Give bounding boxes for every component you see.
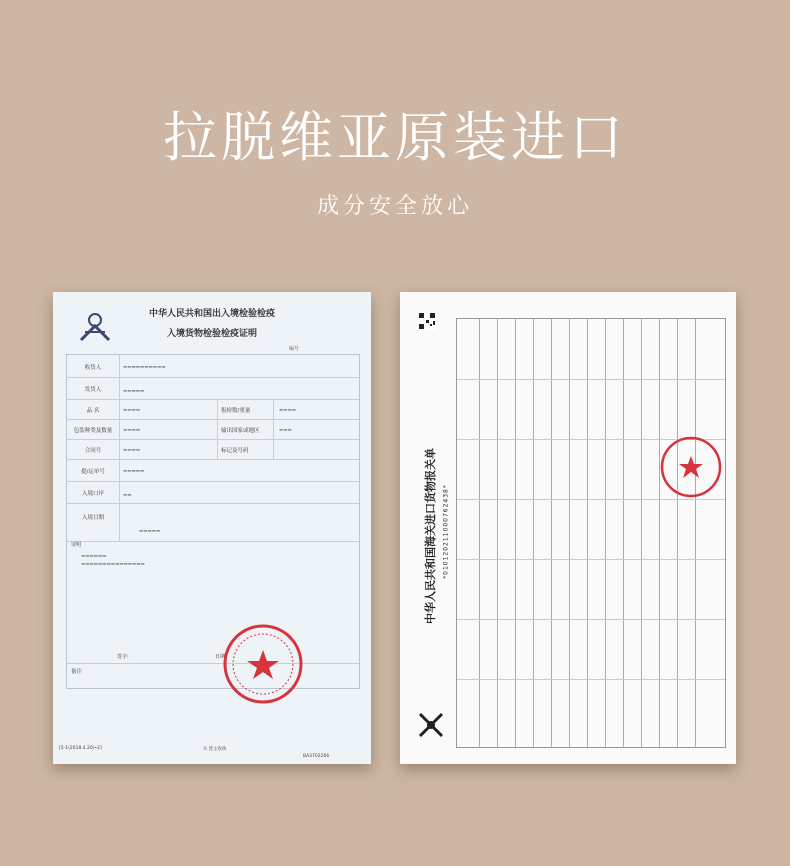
table-divider (457, 619, 725, 620)
row-label-secondary: 标记及号码 (221, 448, 249, 454)
customs-seal-icon (658, 434, 724, 500)
table-row (67, 355, 359, 378)
table-divider (587, 319, 588, 747)
customs-declaration-image (400, 292, 736, 764)
table-row (67, 459, 359, 482)
table-row (67, 377, 359, 400)
row-label-secondary: 输出国家或地区 (221, 428, 260, 434)
form-code: [5-1(2018.4.20)•2] (59, 746, 102, 751)
row-value-blurred: ▬▬▬▬ (123, 428, 141, 433)
table-divider (659, 319, 660, 747)
official-seal-icon (221, 622, 305, 706)
page-title: 拉脱维亚原装进口 (163, 106, 627, 169)
row-value-blurred: ▬▬▬▬▬▬▬▬▬▬ (123, 365, 166, 370)
date-label: 日期: (215, 654, 227, 660)
table-divider (641, 319, 642, 747)
copy-note: ① 货主收执 (203, 747, 227, 752)
signature-label: 签字: (117, 654, 129, 660)
table-divider (457, 679, 725, 680)
row-value-blurred: ▬▬▬▬▬ (139, 529, 161, 534)
certificate-number-label: 编号 (289, 346, 300, 352)
table-row (67, 419, 359, 440)
certificate-subtitle: 入境货物检验检疫证明 (166, 329, 257, 339)
certificate-table (66, 354, 360, 689)
row-label: 收货人 (84, 365, 102, 371)
row-label-secondary: 报检数/重量 (221, 408, 251, 414)
row-label: 品 名 (86, 408, 100, 414)
table-divider (605, 319, 606, 747)
inspection-certificate-image (53, 292, 371, 764)
row-label: 包装种类及数量 (73, 428, 113, 434)
table-row (67, 399, 359, 420)
table-divider (551, 319, 552, 747)
row-label: 入境日期 (81, 515, 104, 521)
row-value-blurred: ▬▬ (123, 493, 132, 498)
table-divider (569, 319, 570, 747)
customs-form-table (456, 318, 726, 748)
customs-form-title: 中华人民共和国海关进口货物报关单 (424, 448, 437, 624)
row-value-blurred: ▬▬▬▬ (123, 448, 141, 453)
table-divider (533, 319, 534, 747)
notes-label: 备注 (71, 669, 83, 675)
table-row (67, 439, 359, 460)
table-divider (677, 319, 678, 747)
table-divider (515, 319, 516, 747)
customs-form-code: *010120211000762438* (442, 484, 450, 579)
remarks-label: 证明 (71, 542, 82, 548)
remarks-text-blurred: ▬▬▬▬▬▬ ▬▬▬▬▬▬▬▬▬▬▬▬▬▬▬ (81, 554, 145, 567)
table-divider (67, 663, 359, 664)
table-divider (497, 319, 498, 747)
table-row (67, 481, 359, 504)
table-divider (457, 379, 725, 380)
row-value-blurred: ▬▬▬▬▬ (123, 469, 145, 474)
table-divider (623, 319, 624, 747)
page-subtitle: 成分安全放心 (316, 194, 473, 219)
table-divider (457, 559, 725, 560)
table-divider (695, 319, 696, 747)
row-label: 发货人 (84, 387, 102, 393)
row-label: 提/运单号 (81, 469, 105, 475)
row-value-blurred: ▬▬▬▬▬ (123, 389, 145, 394)
table-row (67, 503, 359, 542)
table-divider (479, 319, 480, 747)
row-value-blurred: ▬▬▬▬ (279, 408, 297, 413)
row-value-blurred: ▬▬▬▬ (123, 408, 141, 413)
customs-emblem-icon (416, 710, 446, 740)
certificate-title: 中华人民共和国出入境检验检疫 (148, 309, 275, 319)
row-value-blurred: ▬▬▬ (279, 428, 292, 433)
row-label: 合同号 (84, 448, 102, 454)
serial-number: BA3702266 (303, 754, 330, 759)
row-label: 入境口岸 (81, 491, 104, 497)
